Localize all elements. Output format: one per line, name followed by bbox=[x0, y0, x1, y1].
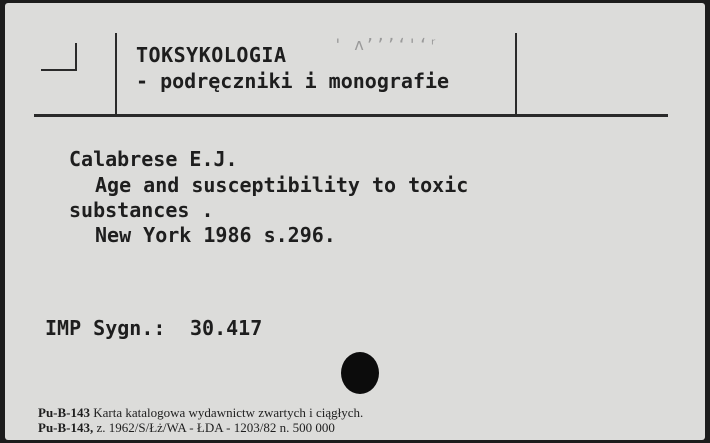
header-bottom-rule bbox=[34, 114, 668, 117]
entry-author: Calabrese E.J. bbox=[69, 147, 238, 171]
subject-subheading: - podręczniki i monografie bbox=[136, 69, 450, 93]
subject-heading: TOKSYKOLOGIA bbox=[136, 43, 287, 67]
entry-imprint: New York 1986 s.296. bbox=[95, 223, 336, 247]
footer-line1 bbox=[38, 405, 363, 421]
footer-code-2: Pu-B-143, bbox=[38, 420, 94, 435]
punch-hole bbox=[341, 352, 379, 394]
entry-title-line2: substances . bbox=[69, 198, 214, 222]
footer-code-1: Pu-B-143 bbox=[38, 405, 90, 420]
entry-title-line1: Age and susceptibility to toxic bbox=[95, 173, 469, 197]
catalog-card bbox=[5, 3, 705, 440]
corner-tick-mark bbox=[41, 43, 77, 71]
faint-overprint-text: ' ʌ’ʼʼʻ'ʻʳ bbox=[333, 35, 440, 54]
footer-text-2: z. 1962/S/Łż/WA - ŁDA - 1203/82 n. 500 000 bbox=[96, 420, 335, 435]
signature-value: 30.417 bbox=[190, 316, 263, 340]
footer-line2 bbox=[38, 420, 335, 436]
header-right-rule bbox=[515, 33, 517, 115]
signature-label: IMP Sygn.: bbox=[45, 316, 166, 340]
footer-text-1: Karta katalogowa wydawnictw zwartych i ciągłych. bbox=[93, 405, 364, 420]
header-left-rule bbox=[115, 33, 117, 115]
